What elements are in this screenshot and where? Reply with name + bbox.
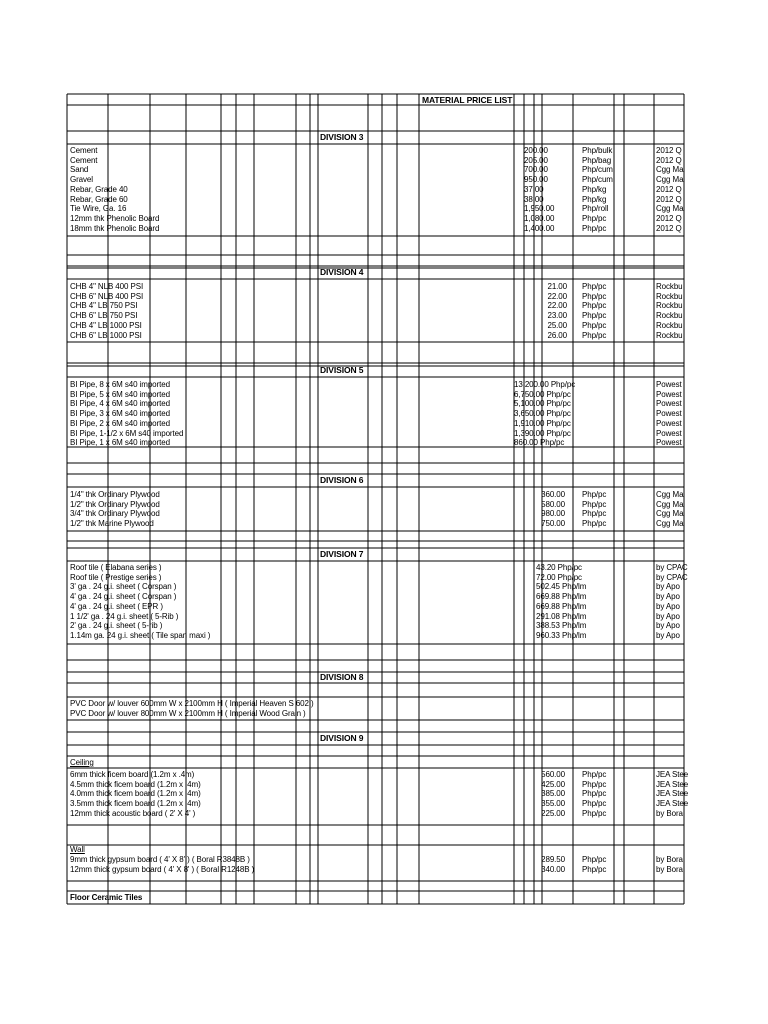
item-description: Cement (70, 146, 98, 155)
item-unit: Php/pc (582, 301, 607, 311)
item-description: PVC Door w/ louver 600mm W x 2100mm H ( Imperial Heaven S 602 ) (70, 699, 314, 708)
item-price: 23.00 (547, 311, 567, 321)
item-description: CHB 6" LB 1000 PSI (70, 330, 142, 340)
item-price: 560.00 (541, 770, 565, 779)
item-price: 22.00 (547, 301, 567, 311)
item-price: 385.00 (541, 789, 565, 799)
item-source: 2012 Q (656, 155, 682, 165)
item-source: by Apo (656, 630, 680, 640)
item-price-unit: 860.00 Php/pc (514, 438, 565, 448)
item-description: 1/4" thk Ordinary Plywood (70, 490, 160, 499)
item-price-unit: 291.08 Php/lm (536, 611, 587, 621)
item-price: 21.00 (547, 282, 567, 291)
item-price-unit: 13,200.00 Php/pc (514, 380, 576, 389)
item-unit: Php/pc (582, 291, 607, 301)
item-description: 6mm thick ficem board (1.2m x .4m) (70, 770, 195, 779)
item-price-unit: 1,390.00 Php/pc (514, 428, 571, 438)
item-price: 205.00 (524, 155, 548, 165)
item-price: 289.50 (541, 855, 565, 864)
item-description: BI Pipe, 3 x 6M s40 imported (70, 409, 170, 419)
item-unit: Php/pc (582, 808, 607, 818)
item-unit: Php/pc (582, 770, 607, 779)
division-header: DIVISION 3 (320, 132, 364, 142)
item-price: 38.00 (524, 194, 544, 204)
item-description: Sand (70, 165, 89, 175)
item-unit: Php/pc (582, 855, 607, 864)
division-header: DIVISION 4 (320, 267, 364, 277)
item-source: 2012 Q (656, 184, 682, 194)
item-description: BI Pipe, 1 x 6M s40 imported (70, 438, 170, 448)
item-source: 2012 Q (656, 194, 682, 204)
item-unit: Php/bulk (582, 146, 613, 155)
item-source: by Apo (656, 611, 680, 621)
item-unit: Php/bag (582, 155, 612, 165)
item-price: 1,080.00 (524, 213, 555, 223)
item-price-unit: 388.53 Php/lm (536, 621, 587, 631)
division-header: DIVISION 7 (320, 549, 364, 559)
item-description: PVC Door w/ louver 800mm W x 2100mm H ( Imperial Wood Grain ) (70, 708, 306, 718)
item-description: BI Pipe, 1-1/2 x 6M s40 imported (70, 428, 184, 438)
item-unit: Php/pc (582, 499, 607, 509)
item-description: 18mm thk Phenolic Board (70, 223, 160, 233)
item-price: 360.00 (541, 490, 565, 499)
item-description: CHB 4" NLB 400 PSI (70, 282, 144, 291)
item-price-unit: 960.33 Php/lm (536, 630, 587, 640)
item-source: JEA Stee (656, 770, 689, 779)
item-price-unit: 502.45 Php/lm (536, 582, 587, 592)
item-unit: Php/pc (582, 864, 607, 874)
item-source: Powest (656, 389, 682, 399)
item-source: by Apo (656, 592, 680, 602)
item-price-unit: 6,750.00 Php/pc (514, 389, 571, 399)
item-source: by Apo (656, 601, 680, 611)
item-description: 3/4" thk Ordinary Plywood (70, 509, 160, 519)
item-description: 3' ga . 24 g.i. sheet ( Corspan ) (70, 582, 177, 592)
item-source: by Bora (656, 864, 683, 874)
item-description: Gravel (70, 175, 93, 185)
item-price-unit: 1,910.00 Php/pc (514, 418, 571, 428)
item-description: 1 1/2' ga . 24 g.i. sheet ( 5-Rib ) (70, 611, 179, 621)
item-price: 1,400.00 (524, 223, 555, 233)
item-unit: Php/cum (582, 165, 613, 175)
item-source: Powest (656, 399, 682, 409)
item-source: Rockbu (656, 291, 683, 301)
item-description: Roof tile ( Prestige series ) (70, 572, 162, 582)
item-source: Rockbu (656, 320, 683, 330)
item-source: Cgg Ma (656, 204, 684, 214)
item-price-unit: 3,650.00 Php/pc (514, 409, 571, 419)
item-source: by Bora (656, 855, 683, 864)
item-description: Rebar, Grade 40 (70, 184, 128, 194)
item-unit: Php/pc (582, 490, 607, 499)
item-source: Cgg Ma (656, 175, 684, 185)
item-description: 3.5mm thick ficem board (1.2m x .4m) (70, 799, 201, 809)
item-price: 425.00 (541, 779, 565, 789)
item-price: 37.00 (524, 184, 544, 194)
item-source: JEA Stee (656, 779, 689, 789)
item-source: Powest (656, 418, 682, 428)
item-description: 4' ga . 24 g.i. sheet ( Corspan ) (70, 592, 177, 602)
item-source: 2012 Q (656, 213, 682, 223)
item-unit: Php/roll (582, 204, 609, 214)
item-description: BI Pipe, 2 x 6M s40 imported (70, 418, 170, 428)
item-unit: Php/pc (582, 223, 607, 233)
item-unit: Php/pc (582, 799, 607, 809)
item-source: 2012 Q (656, 223, 682, 233)
item-description: Tie Wire, Ga. 16 (70, 204, 127, 214)
item-description: 4.0mm thick ficem board (1.2m x .4m) (70, 789, 201, 799)
item-source: Rockbu (656, 311, 683, 321)
item-price-unit: 669.88 Php/lm (536, 601, 587, 611)
item-source: Cgg Ma (656, 165, 684, 175)
item-source: Cgg Ma (656, 519, 684, 529)
item-price: 225.00 (541, 808, 565, 818)
item-source: Rockbu (656, 301, 683, 311)
item-price: 340.00 (541, 864, 565, 874)
item-price: 25.00 (547, 320, 567, 330)
item-description: 1/2" thk Ordinary Plywood (70, 499, 160, 509)
division-header: DIVISION 5 (320, 365, 364, 375)
item-unit: Php/pc (582, 519, 607, 529)
division-header: DIVISION 9 (320, 733, 364, 743)
item-source: by Bora (656, 808, 683, 818)
item-description: 12mm thk Phenolic Board (70, 213, 160, 223)
item-description: Rebar, Grade 60 (70, 194, 128, 204)
item-price: 700.00 (524, 165, 548, 175)
item-price-unit: 72.00 Php/pc (536, 572, 582, 582)
item-source: JEA Stee (656, 789, 689, 799)
item-unit: Php/pc (582, 311, 607, 321)
item-price-unit: 5,100.00 Php/pc (514, 399, 571, 409)
item-source: Cgg Ma (656, 509, 684, 519)
item-description: 4' ga . 24 g.i. sheet ( EPR ) (70, 601, 163, 611)
item-description: 9mm thick gypsum board ( 4' X 8' ) ( Boral R3848B ) (70, 855, 250, 864)
item-unit: Php/pc (582, 779, 607, 789)
item-source: Powest (656, 409, 682, 419)
item-description: CHB 6" NLB 400 PSI (70, 291, 144, 301)
item-price: 750.00 (541, 519, 565, 529)
item-unit: Php/kg (582, 184, 607, 194)
sheet-title: MATERIAL PRICE LIST (422, 95, 513, 105)
item-unit: Php/pc (582, 789, 607, 799)
item-description: 2' ga . 24 g.i. sheet ( 5-rib ) (70, 621, 163, 631)
item-source: JEA Stee (656, 799, 689, 809)
item-description: 1/2" thk Marine Plywood (70, 519, 154, 529)
item-source: Powest (656, 380, 682, 389)
item-unit: Php/pc (582, 213, 607, 223)
item-price: 580.00 (541, 499, 565, 509)
division-header: DIVISION 8 (320, 672, 364, 682)
item-source: Cgg Ma (656, 499, 684, 509)
item-source: 2012 Q (656, 146, 682, 155)
item-description: CHB 6" LB 750 PSI (70, 311, 138, 321)
item-price: 950.00 (524, 175, 548, 185)
item-price: 355.00 (541, 799, 565, 809)
subgroup-label: Wall (70, 845, 85, 854)
item-description: BI Pipe, 5 x 6M s40 imported (70, 389, 170, 399)
item-source: by CPAC (656, 563, 688, 572)
item-price: 980.00 (541, 509, 565, 519)
item-unit: Php/pc (582, 509, 607, 519)
item-description: Cement (70, 155, 98, 165)
item-description: CHB 4" LB 750 PSI (70, 301, 138, 311)
item-unit: Php/pc (582, 330, 607, 340)
item-unit: Php/cum (582, 175, 613, 185)
subgroup-label: Ceiling (70, 758, 94, 767)
item-price: 200.00 (524, 146, 548, 155)
item-source: by Apo (656, 621, 680, 631)
item-price: 1,950.00 (524, 204, 555, 214)
item-source: Rockbu (656, 282, 683, 291)
division-header: DIVISION 6 (320, 475, 364, 485)
item-source: Powest (656, 428, 682, 438)
item-source: Powest (656, 438, 682, 448)
item-unit: Php/pc (582, 282, 607, 291)
item-description: 1.14m ga. 24 g.i. sheet ( Tile span maxi ) (70, 630, 211, 640)
item-price-unit: 669.88 Php/lm (536, 592, 587, 602)
footer-label: Floor Ceramic Tiles (70, 893, 143, 902)
item-source: by Apo (656, 582, 680, 592)
item-unit: Php/pc (582, 320, 607, 330)
item-price: 22.00 (547, 291, 567, 301)
item-unit: Php/kg (582, 194, 607, 204)
item-description: 12mm thick gypsum board ( 4' X 8' ) ( Boral R1248B ) (70, 864, 255, 874)
item-source: by CPAC (656, 572, 688, 582)
item-description: 4.5mm thick ficem board (1.2m x .4m) (70, 779, 201, 789)
item-price: 26.00 (547, 330, 567, 340)
item-description: CHB 4" LB 1000 PSI (70, 320, 142, 330)
item-description: BI Pipe, 8 x 6M s40 imported (70, 380, 170, 389)
item-description: BI Pipe, 4 x 6M s40 imported (70, 399, 170, 409)
item-source: Cgg Ma (656, 490, 684, 499)
item-description: Roof tile ( Elabana series ) (70, 563, 162, 572)
item-source: Rockbu (656, 330, 683, 340)
item-description: 12mm thick acoustic board ( 2' X 4' ) (70, 808, 196, 818)
item-price-unit: 43.20 Php/pc (536, 563, 582, 572)
